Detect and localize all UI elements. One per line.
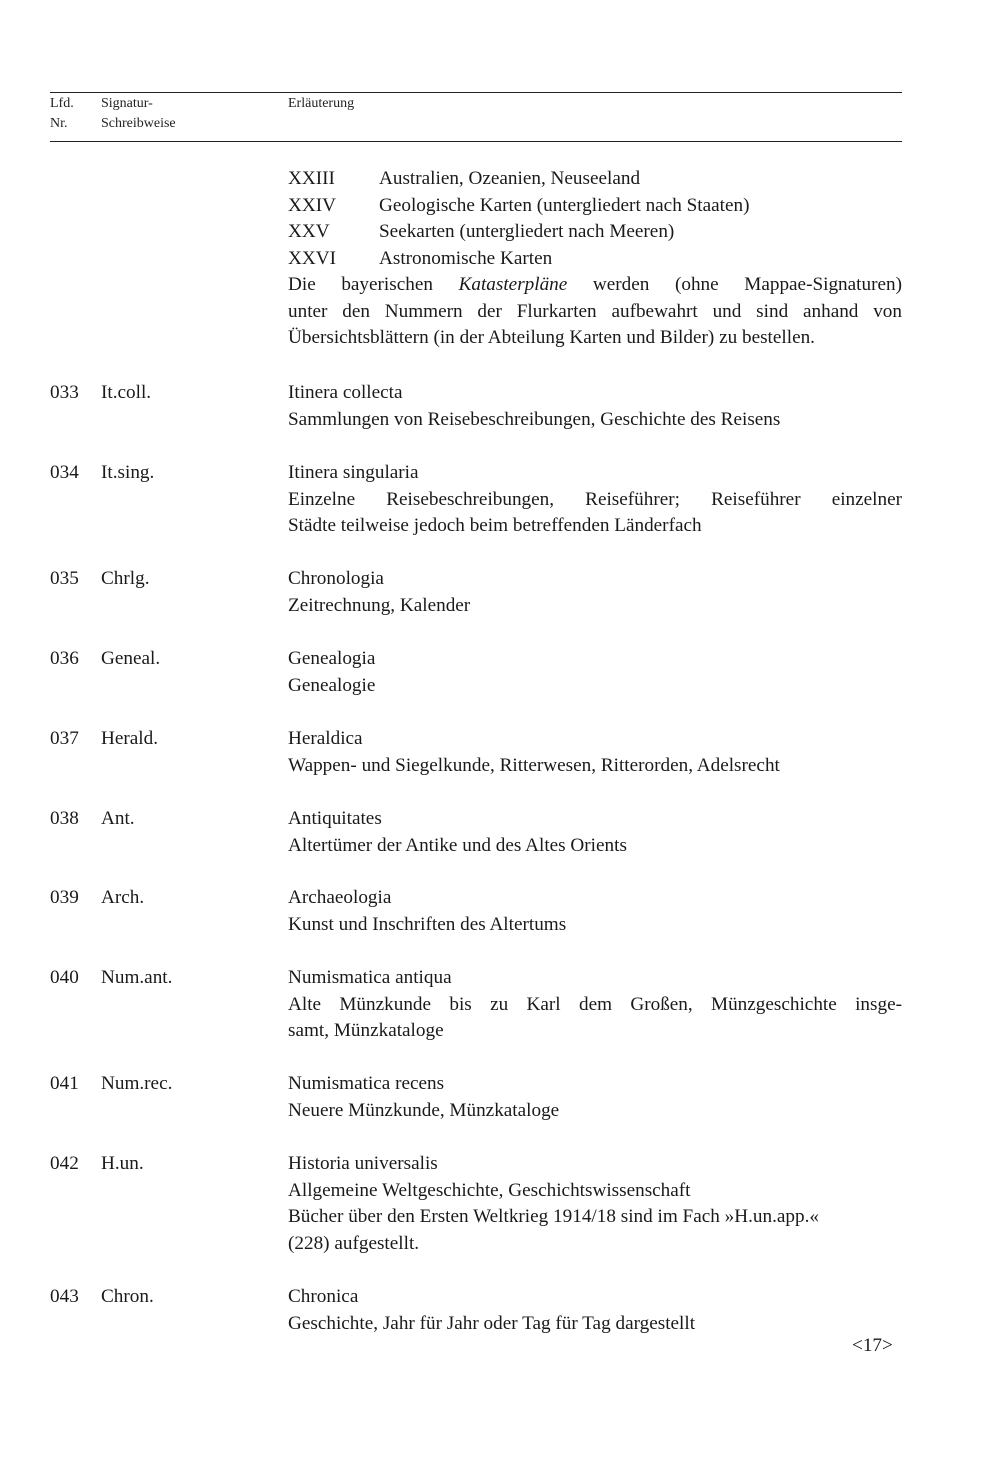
entry-description-line: Kunst und Inschriften des Altertums — [288, 913, 567, 935]
entry-number: 039 — [50, 887, 79, 908]
header-sig-line2: Schreibweise — [101, 116, 176, 131]
note-line1-post: werden (ohne Mappae-Signaturen) — [567, 274, 902, 295]
entry-signature: Ant. — [101, 808, 135, 829]
entry-description-line: Genealogie — [288, 674, 376, 696]
entry-description-line: Sammlungen von Reisebeschreibungen, Geschichte des Reisens — [288, 408, 781, 430]
entry-number: 038 — [50, 808, 79, 829]
entry-title: Chronica — [288, 1286, 359, 1307]
entry-number: 034 — [50, 462, 79, 483]
entry-explanation — [288, 806, 902, 859]
entry-explanation — [288, 646, 902, 699]
entry-signature: Arch. — [101, 887, 145, 908]
column-header-signatur — [101, 94, 176, 134]
entry-description-line: Einzelne Reisebeschreibungen, Reiseführer; Reiseführer einzelner — [288, 488, 902, 510]
entry-title: Heraldica — [288, 728, 363, 749]
entry-number: 037 — [50, 728, 79, 749]
roman-code: XXV — [288, 221, 330, 242]
entry-signature: Herald. — [101, 728, 159, 749]
roman-text: Seekarten (untergliedert nach Meeren) — [379, 221, 675, 242]
entry-title: Numismatica recens — [288, 1073, 445, 1094]
entry-description-line: Alte Münzkunde bis zu Karl dem Großen, Münzgeschichte insge- — [288, 993, 902, 1015]
header-top-rule — [50, 92, 902, 93]
header-bottom-rule — [50, 141, 902, 142]
roman-code: XXIII — [288, 168, 335, 189]
kataster-note-paragraph — [288, 272, 902, 352]
header-sig-line1: Signatur- — [101, 96, 153, 111]
entry-description-line: Allgemeine Weltgeschichte, Geschichtswissenschaft — [288, 1179, 691, 1201]
entry-title: Numismatica antiqua — [288, 967, 452, 988]
entry-title: Chronologia — [288, 568, 384, 589]
entry-title: Archaeologia — [288, 887, 392, 908]
entry-signature: Geneal. — [101, 648, 161, 669]
note-line: Übersichtsblättern (in der Abteilung Karten und Bilder) zu bestellen. — [288, 327, 815, 348]
roman-list-item — [288, 193, 749, 220]
entry-description-line: Bücher über den Ersten Weltkrieg 1914/18 sind im Fach »H.un.app.« — [288, 1206, 819, 1227]
column-header-erlaeuterung: Erläuterung — [288, 96, 355, 111]
entry-signature: Num.rec. — [101, 1073, 173, 1094]
entry-number: 043 — [50, 1286, 79, 1307]
roman-code: XXIV — [288, 194, 336, 216]
entry-number: 036 — [50, 648, 79, 669]
page-number: <17> — [852, 1335, 893, 1356]
roman-text: Geologische Karten (untergliedert nach Staaten) — [379, 194, 750, 216]
entry-explanation — [288, 726, 902, 779]
note-line1-emphasis: Katasterpläne — [458, 274, 568, 295]
entry-number: 042 — [50, 1153, 79, 1174]
note-line — [288, 272, 902, 299]
roman-list-item — [288, 166, 749, 193]
entry-description-line: Zeitrechnung, Kalender — [288, 594, 471, 616]
entry-signature: Chron. — [101, 1286, 154, 1307]
note-line1-pre: Die bayerischen — [288, 274, 459, 295]
roman-code: XXVI — [288, 247, 336, 269]
entry-title: Itinera collecta — [288, 382, 403, 403]
entry-explanation — [288, 460, 902, 540]
roman-text: Australien, Ozeanien, Neuseeland — [379, 168, 641, 189]
note-line: unter den Nummern der Flurkarten aufbewahrt und sind anhand von — [288, 300, 902, 322]
column-header-lfd-nr — [50, 94, 74, 134]
entry-description-line: (228) aufgestellt. — [288, 1232, 420, 1254]
header-lfd-line1: Lfd. — [50, 96, 74, 111]
entry-description-line: Wappen- und Siegelkunde, Ritterwesen, Ritterorden, Adelsrecht — [288, 754, 780, 776]
entry-signature: H.un. — [101, 1153, 144, 1174]
roman-numeral-list — [288, 166, 749, 272]
entry-number: 041 — [50, 1073, 79, 1094]
entry-description-line: Neuere Münzkunde, Münzkataloge — [288, 1099, 560, 1121]
entry-number: 033 — [50, 382, 79, 403]
roman-text: Astronomische Karten — [379, 247, 553, 269]
entry-description-line: Geschichte, Jahr für Jahr oder Tag für Tag dargestellt — [288, 1312, 696, 1334]
roman-list-item — [288, 246, 749, 273]
entry-title: Historia universalis — [288, 1153, 438, 1174]
entry-explanation — [288, 1151, 902, 1257]
entry-explanation — [288, 965, 902, 1045]
entry-description-line: samt, Münzkataloge — [288, 1020, 444, 1041]
entry-title: Antiquitates — [288, 808, 382, 829]
entry-signature: Chrlg. — [101, 568, 150, 589]
roman-list-item — [288, 219, 749, 246]
entry-explanation — [288, 1284, 902, 1337]
entry-explanation — [288, 566, 902, 619]
entry-description-line: Städte teilweise jedoch beim betreffenden Länderfach — [288, 515, 702, 536]
entry-explanation — [288, 1071, 902, 1124]
entry-explanation — [288, 380, 902, 433]
entry-signature: It.sing. — [101, 462, 155, 483]
entry-explanation — [288, 885, 902, 938]
entry-description-line: Altertümer der Antike und des Altes Orients — [288, 834, 627, 856]
entry-signature: Num.ant. — [101, 967, 173, 988]
entry-title: Itinera singularia — [288, 462, 419, 483]
header-lfd-line2: Nr. — [50, 116, 68, 131]
entry-signature: It.coll. — [101, 382, 152, 403]
entry-number: 040 — [50, 967, 79, 988]
entry-title: Genealogia — [288, 648, 376, 669]
entry-number: 035 — [50, 568, 79, 589]
